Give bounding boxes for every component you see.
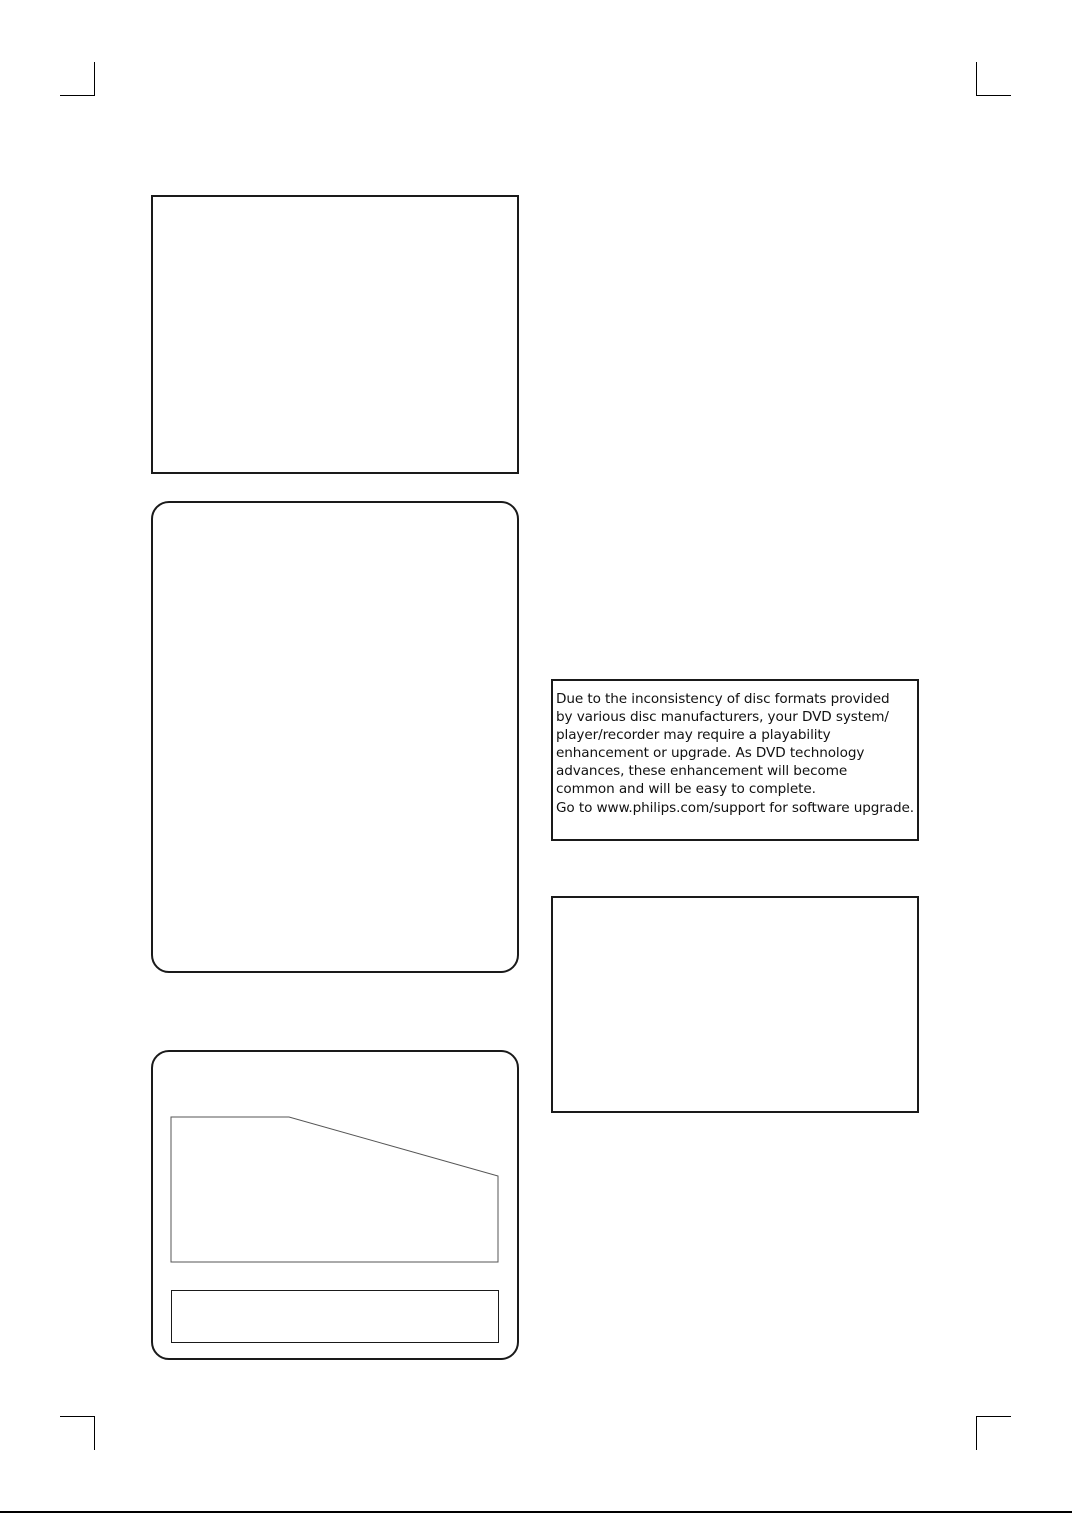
crop-mark-bottom-right-h [976, 1416, 1011, 1417]
crop-mark-bottom-left-v [94, 1416, 95, 1450]
crop-mark-top-left-h [60, 95, 95, 96]
blank-label-strip [171, 1290, 499, 1343]
crop-mark-top-left-v [94, 62, 95, 96]
software-upgrade-notice-text: Due to the inconsistency of disc formats provided by various disc manufacturers, your DVD system/ player/recorder may require a playability enhancement or upgrade. As DVD technology advances, these enhancement will become common and will be easy to complete. Go to www.philips.com/support for software upgrade. [556, 691, 915, 816]
crop-mark-bottom-right-v [976, 1416, 977, 1450]
blank-frame-right-lower [551, 896, 919, 1113]
blank-frame-top-left [151, 195, 519, 474]
label-outline-shape [170, 1116, 500, 1264]
crop-mark-top-right-h [976, 95, 1011, 96]
crop-mark-bottom-left-h [60, 1416, 95, 1417]
crop-mark-top-right-v [976, 62, 977, 96]
blank-rounded-panel-middle-left [151, 501, 519, 973]
